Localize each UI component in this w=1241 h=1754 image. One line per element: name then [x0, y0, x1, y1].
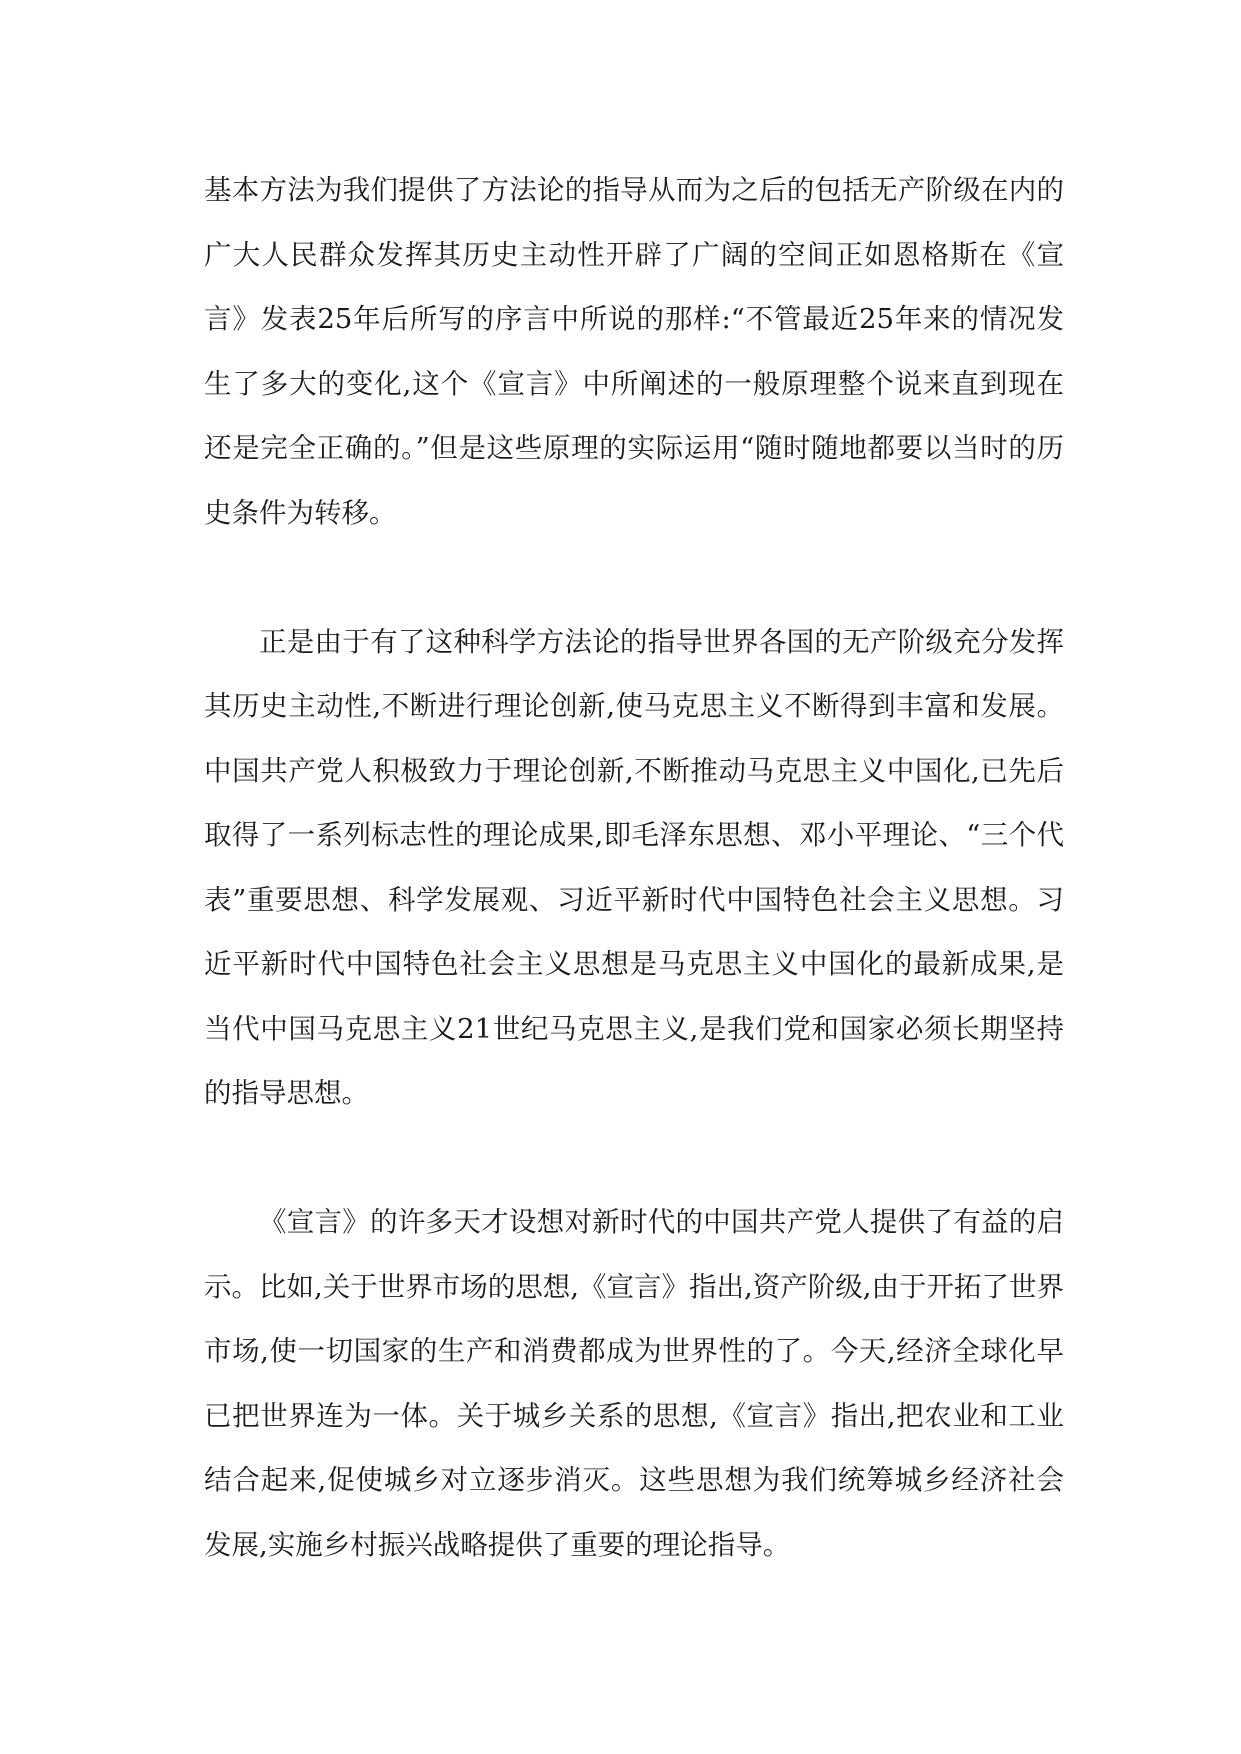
paragraph-3: 《宣言》的许多天才设想对新时代的中国共产党人提供了有益的启示。比如,关于世界市场的思想,《宣言》指出,资产阶级,由于开拓了世界市场,使一切国家的生产和消费都成为世界性的了。今天,经济全球化早已把世界连为一体。关于城乡关系的思想,《宣言》指出,把农业和工业结合起来,促使城乡对立逐步消灭。这些思想为我们统筹城乡经济社会发展,实施乡村振兴战略提供了重要的理论指导。: [204, 1206, 1064, 1561]
paragraph-2: 正是由于有了这种科学方法论的指导世界各国的无产阶级充分发挥其历史主动性,不断进行理论创新,使马克思主义不断得到丰富和发展。中国共产党人积极致力于理论创新,不断推动马克思主义中国化,已先后取得了一系列标志性的理论成果,即毛泽东思想、邓小平理论、“三个代表”重要思想、科学发展观、习近平新时代中国特色社会主义思想。习近平新时代中国特色社会主义思想是马克思主义中国化的最新成果,是当代中国马克思主义21世纪马克思主义,是我们党和国家必须长期坚持的指导思想。: [204, 625, 1064, 1109]
body-text: [204, 158, 1064, 1577]
paragraph-1: 基本方法为我们提供了方法论的指导从而为之后的包括无产阶级在内的广大人民群众发挥其历史主动性开辟了广阔的空间正如恩格斯在《宣言》发表25年后所写的序言中所说的那样:“不管最近25年来的情况发生了多大的变化,这个《宣言》中所阐述的一般原理整个说来直到现在还是完全正确的。”但是这些原理的实际运用“随时随地都要以当时的历史条件为转移。: [204, 174, 1064, 529]
